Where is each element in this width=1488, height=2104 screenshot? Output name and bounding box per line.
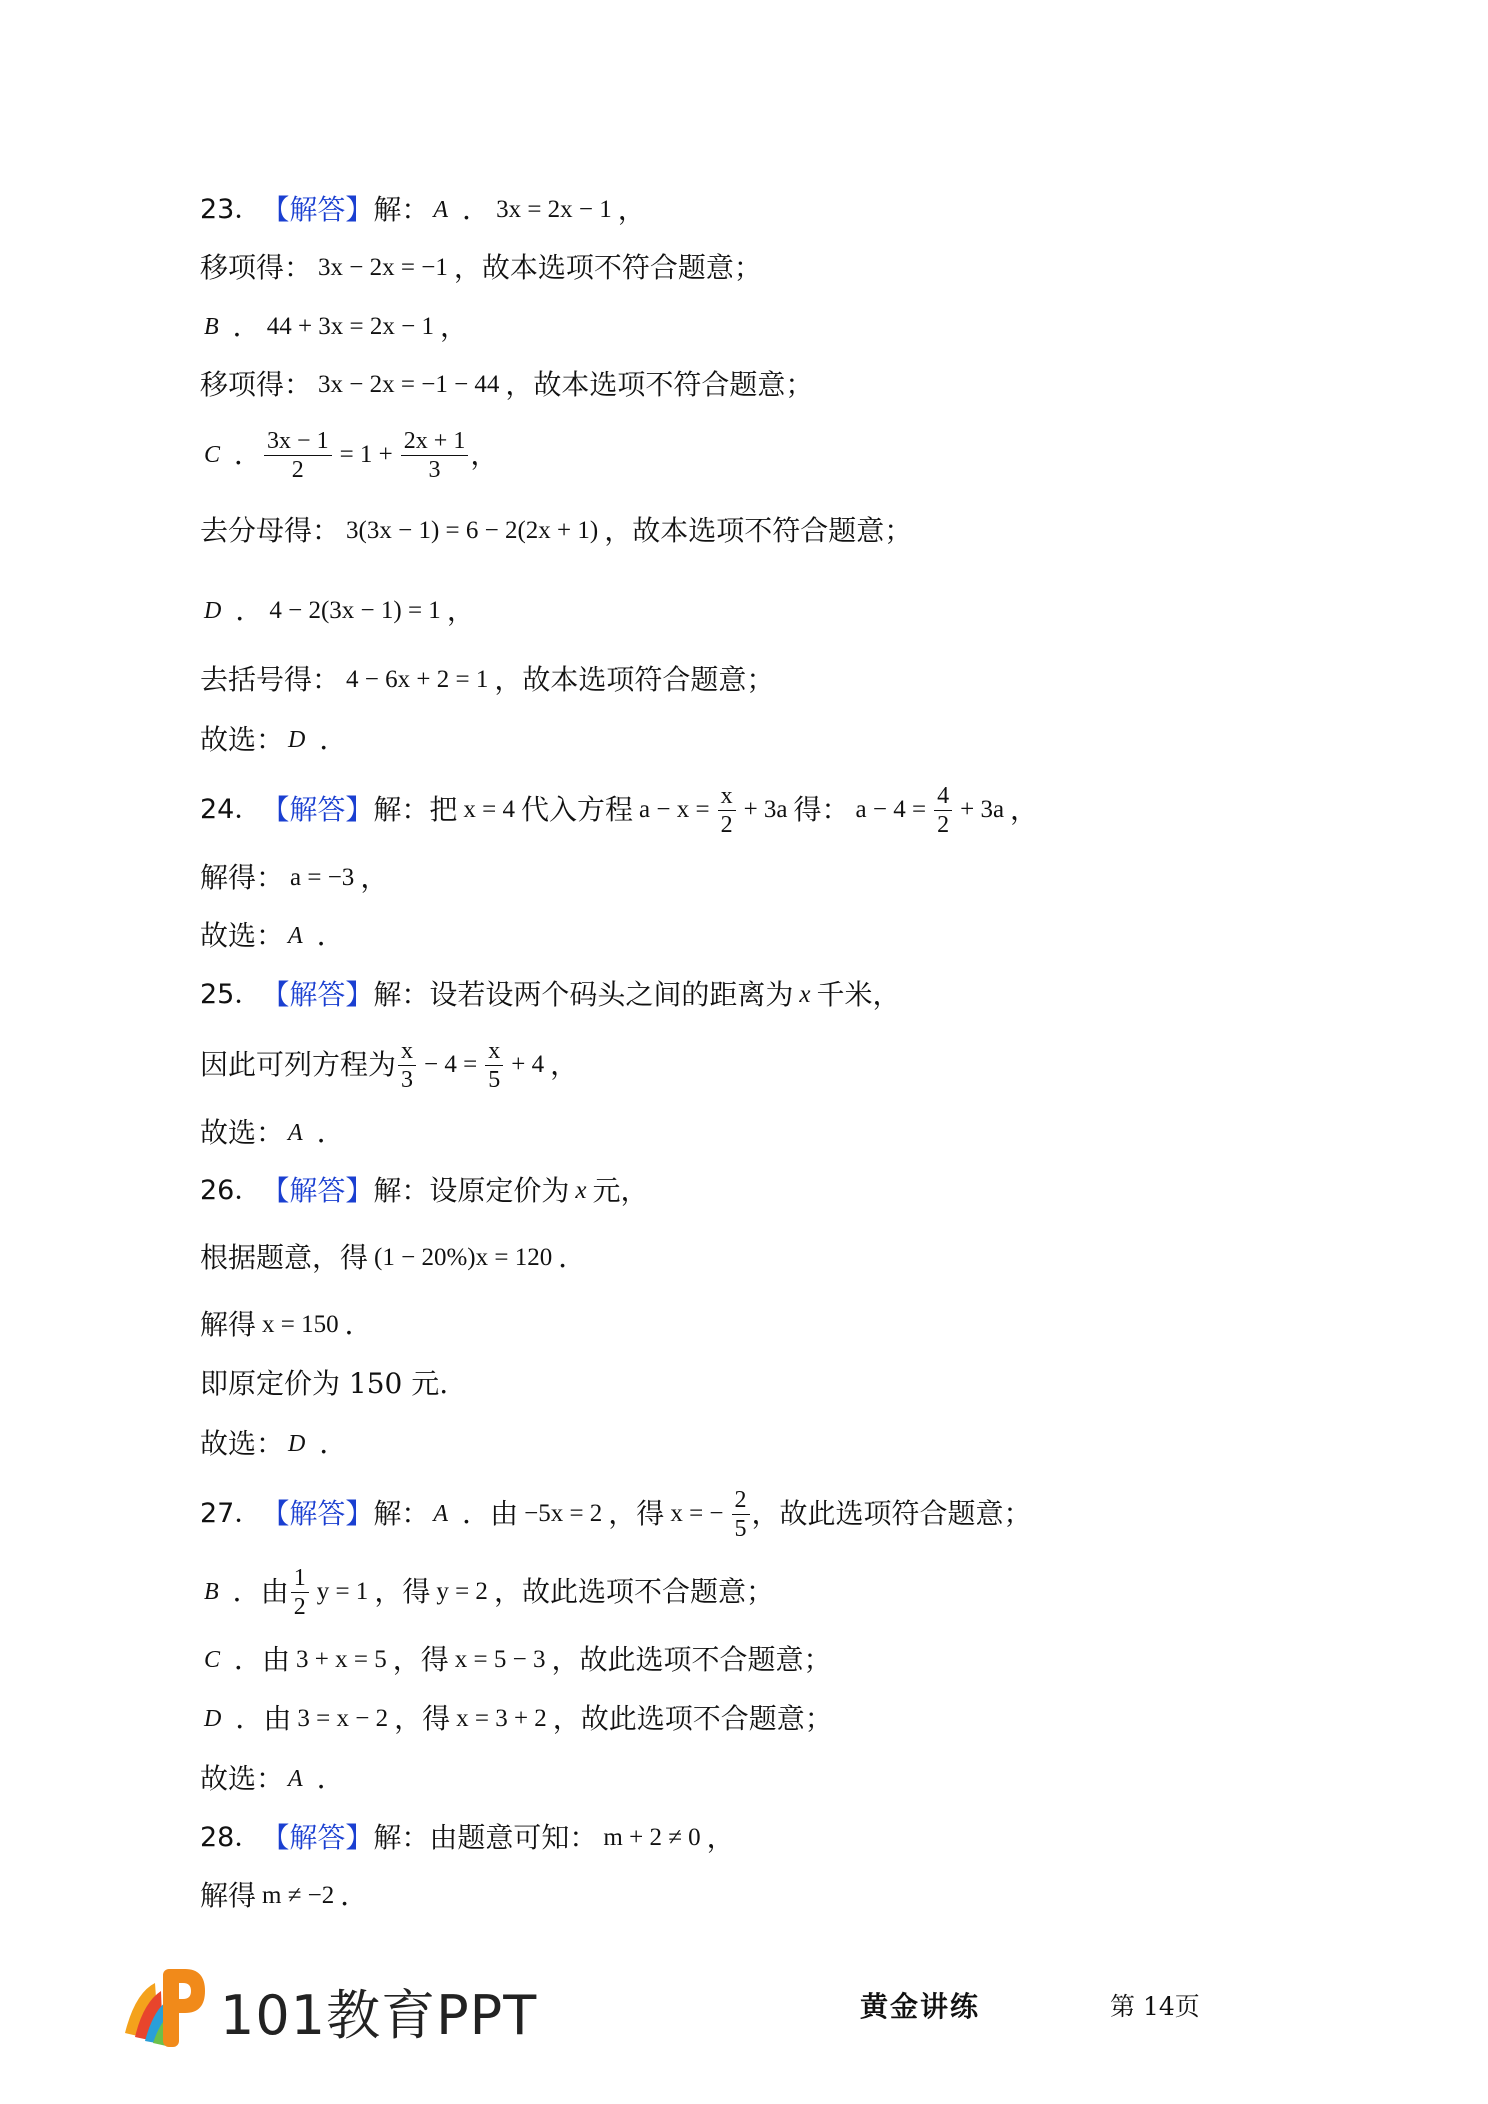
numerator: 2 [732,1486,750,1515]
q26-line-1 [200,1171,649,1211]
step-comment: ，故本选项不符合题意； [505,368,814,401]
fraction [398,1037,416,1094]
text: 由题意可知： [429,1821,598,1854]
answer-tag: 【解答】 [261,978,374,1011]
q28-line-2 [200,1876,368,1916]
equation: y = 1 [316,1578,369,1605]
denominator: 2 [720,811,733,838]
punctuation: ． [316,1762,345,1795]
answer-label: 故选： [200,1427,285,1460]
answer-tag: 【解答】 [261,1174,374,1207]
step-comment: ，故本选项不符合题意； [453,251,762,284]
punctuation: ， [470,438,499,471]
equation: 3x − 2x = −1 − 44 [318,371,500,398]
question-number: 25． [200,979,262,1010]
text: ，得 [374,1575,431,1608]
step-comment: ，故此选项符合题意； [751,1497,1032,1530]
option-separator: ． [232,310,261,343]
fraction [485,1037,503,1094]
text: 设若设两个码头之间的距离为 [429,978,794,1011]
equation: x = 4 [463,796,516,823]
punctuation: ． [340,1879,369,1912]
q26-line-4 [200,1364,448,1404]
denominator: 3 [428,456,441,483]
option-separator: ． [234,438,263,471]
numerator: 3x − 1 [264,427,332,456]
q23-line-2 [200,248,762,288]
answer-choice: D [288,727,306,753]
solution-label: 解： [373,793,430,826]
logo-text: 101教育PPT [220,1984,538,2047]
option-separator: ． [235,1702,264,1735]
equation: −5x = 2 [524,1500,603,1527]
denominator: 5 [488,1066,501,1093]
equation: − 4 = [424,1051,478,1078]
equation: 3x = 2x − 1 [496,196,612,223]
variable: x [575,1177,587,1204]
punctuation: ． [316,919,345,952]
punctuation: ． [319,1427,348,1460]
q23-line-1 [200,190,646,230]
q26-line-3 [200,1305,373,1345]
variable: x [799,981,811,1008]
option-separator: ． [462,1497,491,1530]
question-number: 28． [200,1822,262,1853]
q25-line-3 [200,1113,345,1153]
equation: + 4 [511,1051,545,1078]
text: 元， [592,1174,649,1207]
text: 把 [429,793,458,826]
q24-line-1 [200,780,1038,840]
q27-line-4 [200,1699,833,1739]
page-number: 第 14页 [1110,1992,1200,2021]
step-label: 去括号得： [200,663,341,696]
equation: 3x − 2x = −1 [318,254,448,281]
step-label: 解得 [200,1879,257,1912]
denominator: 2 [291,456,304,483]
denominator: 2 [937,811,950,838]
q23-line-9 [200,720,347,760]
punctuation: ， [360,861,389,894]
question-number: 23． [200,194,262,225]
solution-label: 解： [373,1174,430,1207]
numerator: 4 [934,782,952,811]
solution-label: 解： [373,193,430,226]
punctuation: ， [1010,793,1039,826]
denominator: 3 [401,1066,414,1093]
step-label: 移项得： [200,251,313,284]
answer-tag: 【解答】 [261,193,374,226]
fraction [401,427,469,484]
answer-label: 故选： [200,1116,285,1149]
answer-choice: A [288,923,303,949]
answer-label: 故选： [200,723,285,756]
equation: 3 + x = 5 [296,1646,387,1673]
text: 代入方程 [521,793,634,826]
step-comment: ，故本选项不符合题意； [604,514,913,547]
question-number: 26． [200,1175,262,1206]
fraction [291,1564,309,1621]
step-label: 去分母得： [200,514,341,547]
answer-label: 故选： [200,1762,285,1795]
step-comment: ，故此选项不合题意； [552,1702,833,1735]
equation: x = 5 − 3 [454,1646,546,1673]
option-label: C [204,1647,221,1673]
equation: (1 − 20%)x = 120 [374,1244,553,1271]
q23-line-3 [200,307,468,347]
page-footer [0,1955,1488,2055]
option-label: C [204,442,221,468]
text: ，得 [608,1497,665,1530]
q24-line-3 [200,916,345,956]
q27-line-5 [200,1759,345,1799]
punctuation: ， [706,1821,735,1854]
solution-label: 解： [373,1497,430,1530]
equation: 4 − 6x + 2 = 1 [346,666,489,693]
text: ，得 [394,1702,451,1735]
option-separator: ． [462,193,491,226]
option-label: D [204,1706,222,1732]
question-number: 27． [200,1498,262,1529]
equation: 3 = x − 2 [297,1705,389,1732]
equation: + 3a [960,796,1005,823]
footer-title: 黄金讲练 [860,1990,981,2023]
step-label: 解得： [200,861,285,894]
numerator: 1 [291,1564,309,1593]
equation: 3(3x − 1) = 6 − 2(2x + 1) [346,517,599,544]
punctuation: ， [446,594,475,627]
equation: a − x = [639,796,710,823]
answer-choice: A [288,1766,303,1792]
numerator: 2x + 1 [401,427,469,456]
q23-line-4 [200,365,813,405]
punctuation: ， [550,1048,579,1081]
q27-line-2 [200,1562,774,1622]
equation: x = 150 [262,1311,339,1338]
equation: x = 3 + 2 [456,1705,547,1732]
option-label: B [204,1579,219,1605]
step-label: 移项得： [200,368,313,401]
option-separator: ． [232,1575,261,1608]
fraction [934,782,952,839]
step-comment: ，故本选项符合题意； [494,663,775,696]
answer-tag: 【解答】 [261,1497,374,1530]
equation: a = −3 [290,864,355,891]
step-comment: ，故此选项不合题意； [493,1575,774,1608]
text: 由 [263,1702,292,1735]
conclusion-text: 即原定价为 150 元. [200,1367,449,1400]
text: ，得 [392,1643,449,1676]
equation: + 3a [743,796,788,823]
text: 由 [262,1643,291,1676]
punctuation: ． [319,723,348,756]
q25-line-2 [200,1035,578,1095]
q23-line-6 [200,511,912,551]
q23-line-5 [200,425,498,485]
option-label: A [433,197,449,223]
q24-line-2 [200,858,388,898]
step-label: 因此可列方程为 [200,1048,397,1081]
fraction [264,427,332,484]
punctuation: ， [440,310,469,343]
equation: x = − [670,1500,724,1527]
denominator: 2 [293,1593,306,1620]
numerator: x [485,1037,503,1066]
logo-icon [115,1963,205,2051]
step-comment: ，故此选项不合题意； [551,1643,832,1676]
q26-line-2 [200,1238,586,1278]
option-label: A [433,1501,449,1527]
option-label: B [204,314,219,340]
q23-line-8 [200,660,774,700]
option-label: D [204,598,222,624]
equation: = 1 + [339,441,393,468]
answer-tag: 【解答】 [261,1821,374,1854]
punctuation: ． [344,1308,373,1341]
question-number: 24． [200,794,262,825]
equation: m + 2 ≠ 0 [603,1824,701,1851]
answer-choice: A [288,1120,303,1146]
answer-choice: D [288,1431,306,1457]
q23-line-7 [200,591,475,631]
step-label: 根据题意，得 [200,1241,369,1274]
equation: 44 + 3x = 2x − 1 [266,313,434,340]
text: 由 [260,1575,289,1608]
solution-label: 解： [373,978,430,1011]
option-separator: ． [235,594,264,627]
punctuation: ． [316,1116,345,1149]
q27-line-3 [200,1640,831,1680]
text: 设原定价为 [429,1174,570,1207]
denominator: 5 [734,1515,747,1542]
numerator: x [718,782,736,811]
q27-line-1 [200,1484,1032,1544]
text: 由 [490,1497,519,1530]
punctuation: ， [617,193,646,226]
q25-line-1 [200,975,901,1015]
equation: m ≠ −2 [262,1882,335,1909]
text: 得： [793,793,850,826]
text: 千米， [816,978,901,1011]
fraction [718,782,736,839]
q26-line-5 [200,1424,347,1464]
step-label: 解得 [200,1308,257,1341]
option-separator: ． [234,1643,263,1676]
q28-line-1 [200,1818,735,1858]
fraction [732,1486,750,1543]
equation: a − 4 = [855,796,927,823]
equation: y = 2 [436,1578,488,1605]
solution-label: 解： [373,1821,430,1854]
answer-label: 故选： [200,919,285,952]
answer-tag: 【解答】 [261,793,374,826]
equation: 4 − 2(3x − 1) = 1 [269,597,441,624]
punctuation: ． [558,1241,587,1274]
numerator: x [398,1037,416,1066]
